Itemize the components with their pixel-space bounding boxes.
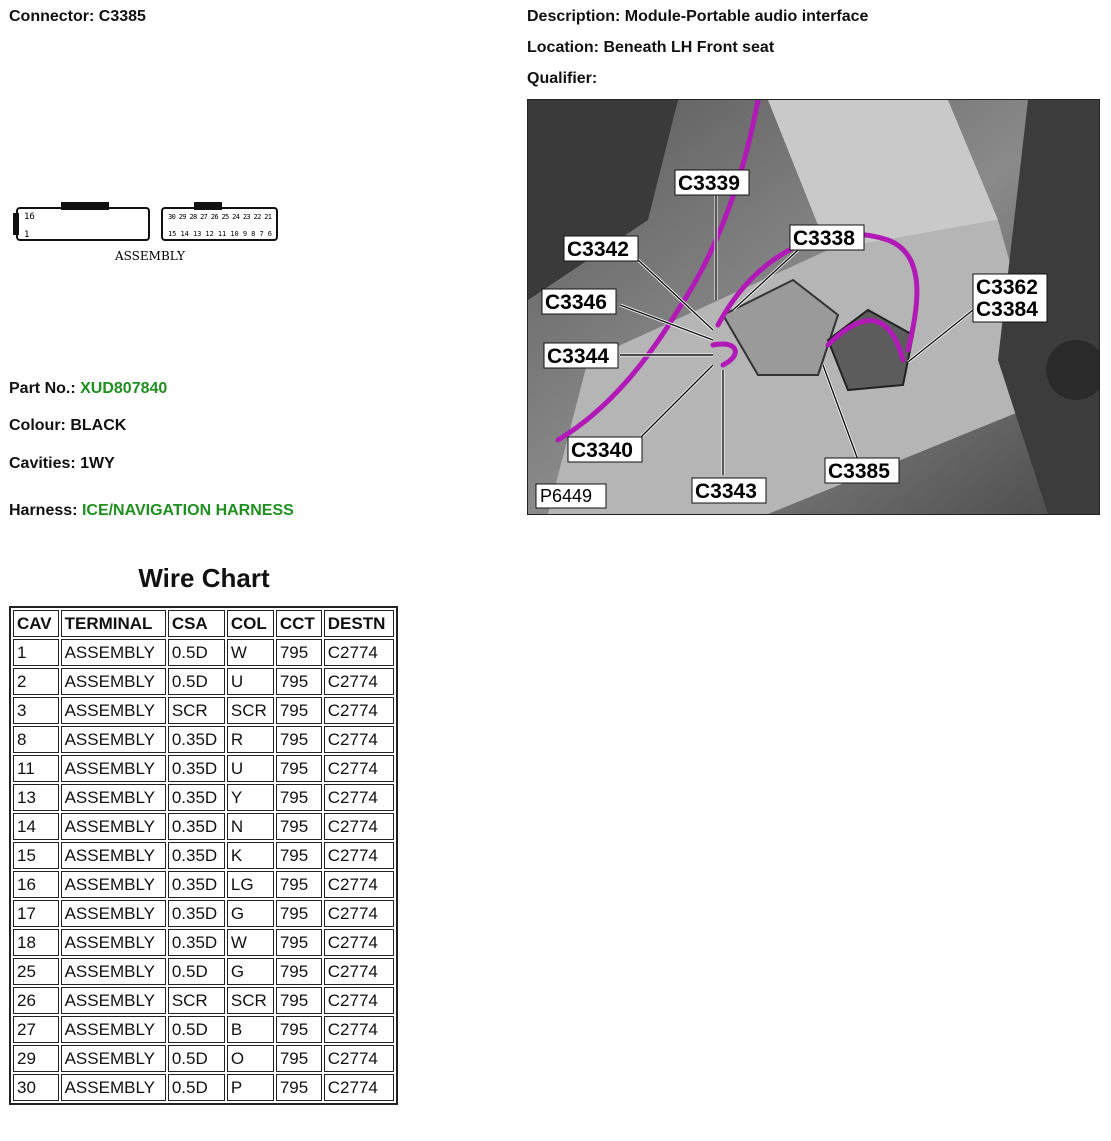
column-header-cav: CAV: [13, 610, 59, 637]
cell-destn: C2774: [324, 668, 394, 695]
cell-terminal: ASSEMBLY: [61, 813, 166, 840]
cell-terminal: ASSEMBLY: [61, 1074, 166, 1101]
location-label: Location:: [527, 39, 599, 56]
cell-cav: 11: [13, 755, 59, 782]
table-row: [13, 784, 394, 811]
cell-csa: 0.5D: [168, 1045, 225, 1072]
callout-c3338: C3338: [793, 227, 855, 250]
callout-c3339: C3339: [678, 172, 740, 195]
cell-cav: 27: [13, 1016, 59, 1043]
cell-cct: 795: [276, 755, 322, 782]
cell-terminal: ASSEMBLY: [61, 929, 166, 956]
cell-cct: 795: [276, 639, 322, 666]
cell-col: O: [227, 1045, 274, 1072]
cell-csa: 0.5D: [168, 639, 225, 666]
harness-label: Harness:: [9, 502, 78, 519]
table-row: [13, 900, 394, 927]
cell-destn: C2774: [324, 639, 394, 666]
table-row: [13, 639, 394, 666]
cell-cct: 795: [276, 929, 322, 956]
cell-col: U: [227, 755, 274, 782]
cell-col: G: [227, 900, 274, 927]
cell-terminal: ASSEMBLY: [61, 1045, 166, 1072]
cell-cct: 795: [276, 871, 322, 898]
cell-cav: 17: [13, 900, 59, 927]
cell-destn: C2774: [324, 1045, 394, 1072]
wire-chart-body: [13, 639, 394, 1101]
cell-csa: 0.35D: [168, 755, 225, 782]
cell-col: P: [227, 1074, 274, 1101]
connector-caption: ASSEMBLY: [115, 249, 185, 263]
table-row: [13, 755, 394, 782]
cell-col: K: [227, 842, 274, 869]
cavities-value: 1WY: [80, 455, 115, 472]
cell-cct: 795: [276, 813, 322, 840]
callout-c3346: C3346: [545, 291, 607, 314]
cell-cct: 795: [276, 784, 322, 811]
cavities-line: [9, 455, 115, 473]
cell-col: Y: [227, 784, 274, 811]
cell-col: R: [227, 726, 274, 753]
cell-csa: 0.5D: [168, 958, 225, 985]
cell-destn: C2774: [324, 958, 394, 985]
cell-terminal: ASSEMBLY: [61, 726, 166, 753]
cell-destn: C2774: [324, 929, 394, 956]
cell-col: SCR: [227, 697, 274, 724]
wire-chart-table: [9, 606, 398, 1105]
left-pin-label-bottom: 1: [24, 230, 30, 240]
cell-cct: 795: [276, 842, 322, 869]
callout-c3343: C3343: [695, 480, 757, 503]
cell-col: B: [227, 1016, 274, 1043]
connector-right-tab: [195, 203, 221, 209]
qualifier-line: [527, 70, 597, 88]
cell-cav: 14: [13, 813, 59, 840]
cell-cct: 795: [276, 1045, 322, 1072]
wire-chart-title: Wire Chart: [138, 563, 270, 593]
cell-col: LG: [227, 871, 274, 898]
cell-destn: C2774: [324, 871, 394, 898]
location-photo-illustration: [528, 100, 1099, 514]
callout-c3344: C3344: [547, 345, 609, 368]
column-header-cct: CCT: [276, 610, 322, 637]
connector-heading: [9, 8, 146, 26]
qualifier-label: Qualifier:: [527, 70, 598, 87]
cell-csa: 0.35D: [168, 929, 225, 956]
left-pin-label-top: 16: [24, 212, 35, 222]
cell-terminal: ASSEMBLY: [61, 958, 166, 985]
cell-destn: C2774: [324, 813, 394, 840]
location-line: [527, 39, 774, 57]
cell-terminal: ASSEMBLY: [61, 784, 166, 811]
part-number-link[interactable]: XUD807840: [80, 380, 168, 397]
cell-destn: C2774: [324, 755, 394, 782]
cell-cct: 795: [276, 1074, 322, 1101]
cell-cav: 1: [13, 639, 59, 666]
cell-csa: 0.35D: [168, 813, 225, 840]
cell-cav: 29: [13, 1045, 59, 1072]
cell-cct: 795: [276, 1016, 322, 1043]
callout-c3342: C3342: [567, 238, 629, 261]
cell-col: W: [227, 929, 274, 956]
cell-terminal: ASSEMBLY: [61, 871, 166, 898]
cell-cav: 25: [13, 958, 59, 985]
cell-csa: 0.35D: [168, 784, 225, 811]
cell-csa: 0.5D: [168, 1016, 225, 1043]
cell-cav: 26: [13, 987, 59, 1014]
table-row: [13, 929, 394, 956]
cell-cav: 8: [13, 726, 59, 753]
cell-col: U: [227, 668, 274, 695]
right-pin-row-top: 30 29 28 27 26 25 24 23 22 21: [168, 213, 272, 221]
cell-col: SCR: [227, 987, 274, 1014]
cell-destn: C2774: [324, 697, 394, 724]
cell-csa: 0.35D: [168, 871, 225, 898]
location-photo: [527, 99, 1100, 515]
colour-label: Colour:: [9, 417, 66, 434]
cell-cav: 13: [13, 784, 59, 811]
table-row: [13, 813, 394, 840]
cell-cct: 795: [276, 697, 322, 724]
column-header-col: COL: [227, 610, 274, 637]
connector-label: Connector:: [9, 8, 95, 25]
callout-c3385: C3385: [828, 460, 890, 483]
connector-left-block: [17, 208, 149, 240]
description-value: Module-Portable audio interface: [624, 8, 869, 25]
connector-face-drawing: [12, 198, 282, 268]
table-row: [13, 697, 394, 724]
connector-id: C3385: [98, 8, 146, 25]
table-row: [13, 726, 394, 753]
column-header-csa: CSA: [168, 610, 225, 637]
cell-destn: C2774: [324, 726, 394, 753]
table-row: [13, 1074, 394, 1101]
cell-terminal: ASSEMBLY: [61, 697, 166, 724]
cell-destn: C2774: [324, 842, 394, 869]
table-row: [13, 987, 394, 1014]
table-row: [13, 842, 394, 869]
harness-link[interactable]: ICE/NAVIGATION HARNESS: [81, 502, 294, 519]
cell-cct: 795: [276, 958, 322, 985]
right-pin-row-bottom: 15 14 13 12 11 10 9 8 7 6: [168, 230, 272, 238]
cell-terminal: ASSEMBLY: [61, 1016, 166, 1043]
wire-chart-header-row: [13, 610, 394, 637]
callout-c3384: C3384: [976, 298, 1038, 321]
cell-cav: 3: [13, 697, 59, 724]
cell-cct: 795: [276, 987, 322, 1014]
column-header-destn: DESTN: [324, 610, 394, 637]
cell-terminal: ASSEMBLY: [61, 668, 166, 695]
cell-cav: 30: [13, 1074, 59, 1101]
harness-line: [9, 502, 294, 520]
cell-csa: 0.5D: [168, 668, 225, 695]
table-row: [13, 958, 394, 985]
location-value: Beneath LH Front seat: [603, 39, 775, 56]
cell-csa: 0.5D: [168, 1074, 225, 1101]
cavities-label: Cavities:: [9, 455, 76, 472]
table-row: [13, 871, 394, 898]
cell-destn: C2774: [324, 1074, 394, 1101]
cell-destn: C2774: [324, 987, 394, 1014]
colour-line: [9, 417, 126, 435]
cell-destn: C2774: [324, 784, 394, 811]
table-row: [13, 1016, 394, 1043]
cell-csa: 0.35D: [168, 842, 225, 869]
column-header-terminal: TERMINAL: [61, 610, 166, 637]
figure-id: P6449: [540, 486, 593, 506]
cell-terminal: ASSEMBLY: [61, 900, 166, 927]
cell-terminal: ASSEMBLY: [61, 842, 166, 869]
cell-terminal: ASSEMBLY: [61, 755, 166, 782]
part-number-label: Part No.:: [9, 380, 76, 397]
cell-destn: C2774: [324, 1016, 394, 1043]
part-number-line: [9, 380, 167, 398]
cell-terminal: ASSEMBLY: [61, 987, 166, 1014]
connector-left-latch: [14, 214, 18, 234]
cell-cav: 15: [13, 842, 59, 869]
cell-csa: 0.35D: [168, 900, 225, 927]
description-label: Description:: [527, 8, 621, 25]
callout-c3340: C3340: [571, 439, 633, 462]
cell-cav: 16: [13, 871, 59, 898]
connector-key-tab: [62, 203, 108, 209]
cell-cav: 2: [13, 668, 59, 695]
colour-value: BLACK: [70, 417, 127, 434]
table-row: [13, 668, 394, 695]
cell-terminal: ASSEMBLY: [61, 639, 166, 666]
cell-cct: 795: [276, 726, 322, 753]
table-row: [13, 1045, 394, 1072]
cell-cct: 795: [276, 900, 322, 927]
cell-destn: C2774: [324, 900, 394, 927]
cell-col: N: [227, 813, 274, 840]
cell-col: W: [227, 639, 274, 666]
callout-c3362: C3362: [976, 276, 1038, 299]
cell-col: G: [227, 958, 274, 985]
cell-csa: 0.35D: [168, 726, 225, 753]
description-line: [527, 8, 868, 26]
cell-csa: SCR: [168, 987, 225, 1014]
cell-csa: SCR: [168, 697, 225, 724]
cell-cav: 18: [13, 929, 59, 956]
cell-cct: 795: [276, 668, 322, 695]
